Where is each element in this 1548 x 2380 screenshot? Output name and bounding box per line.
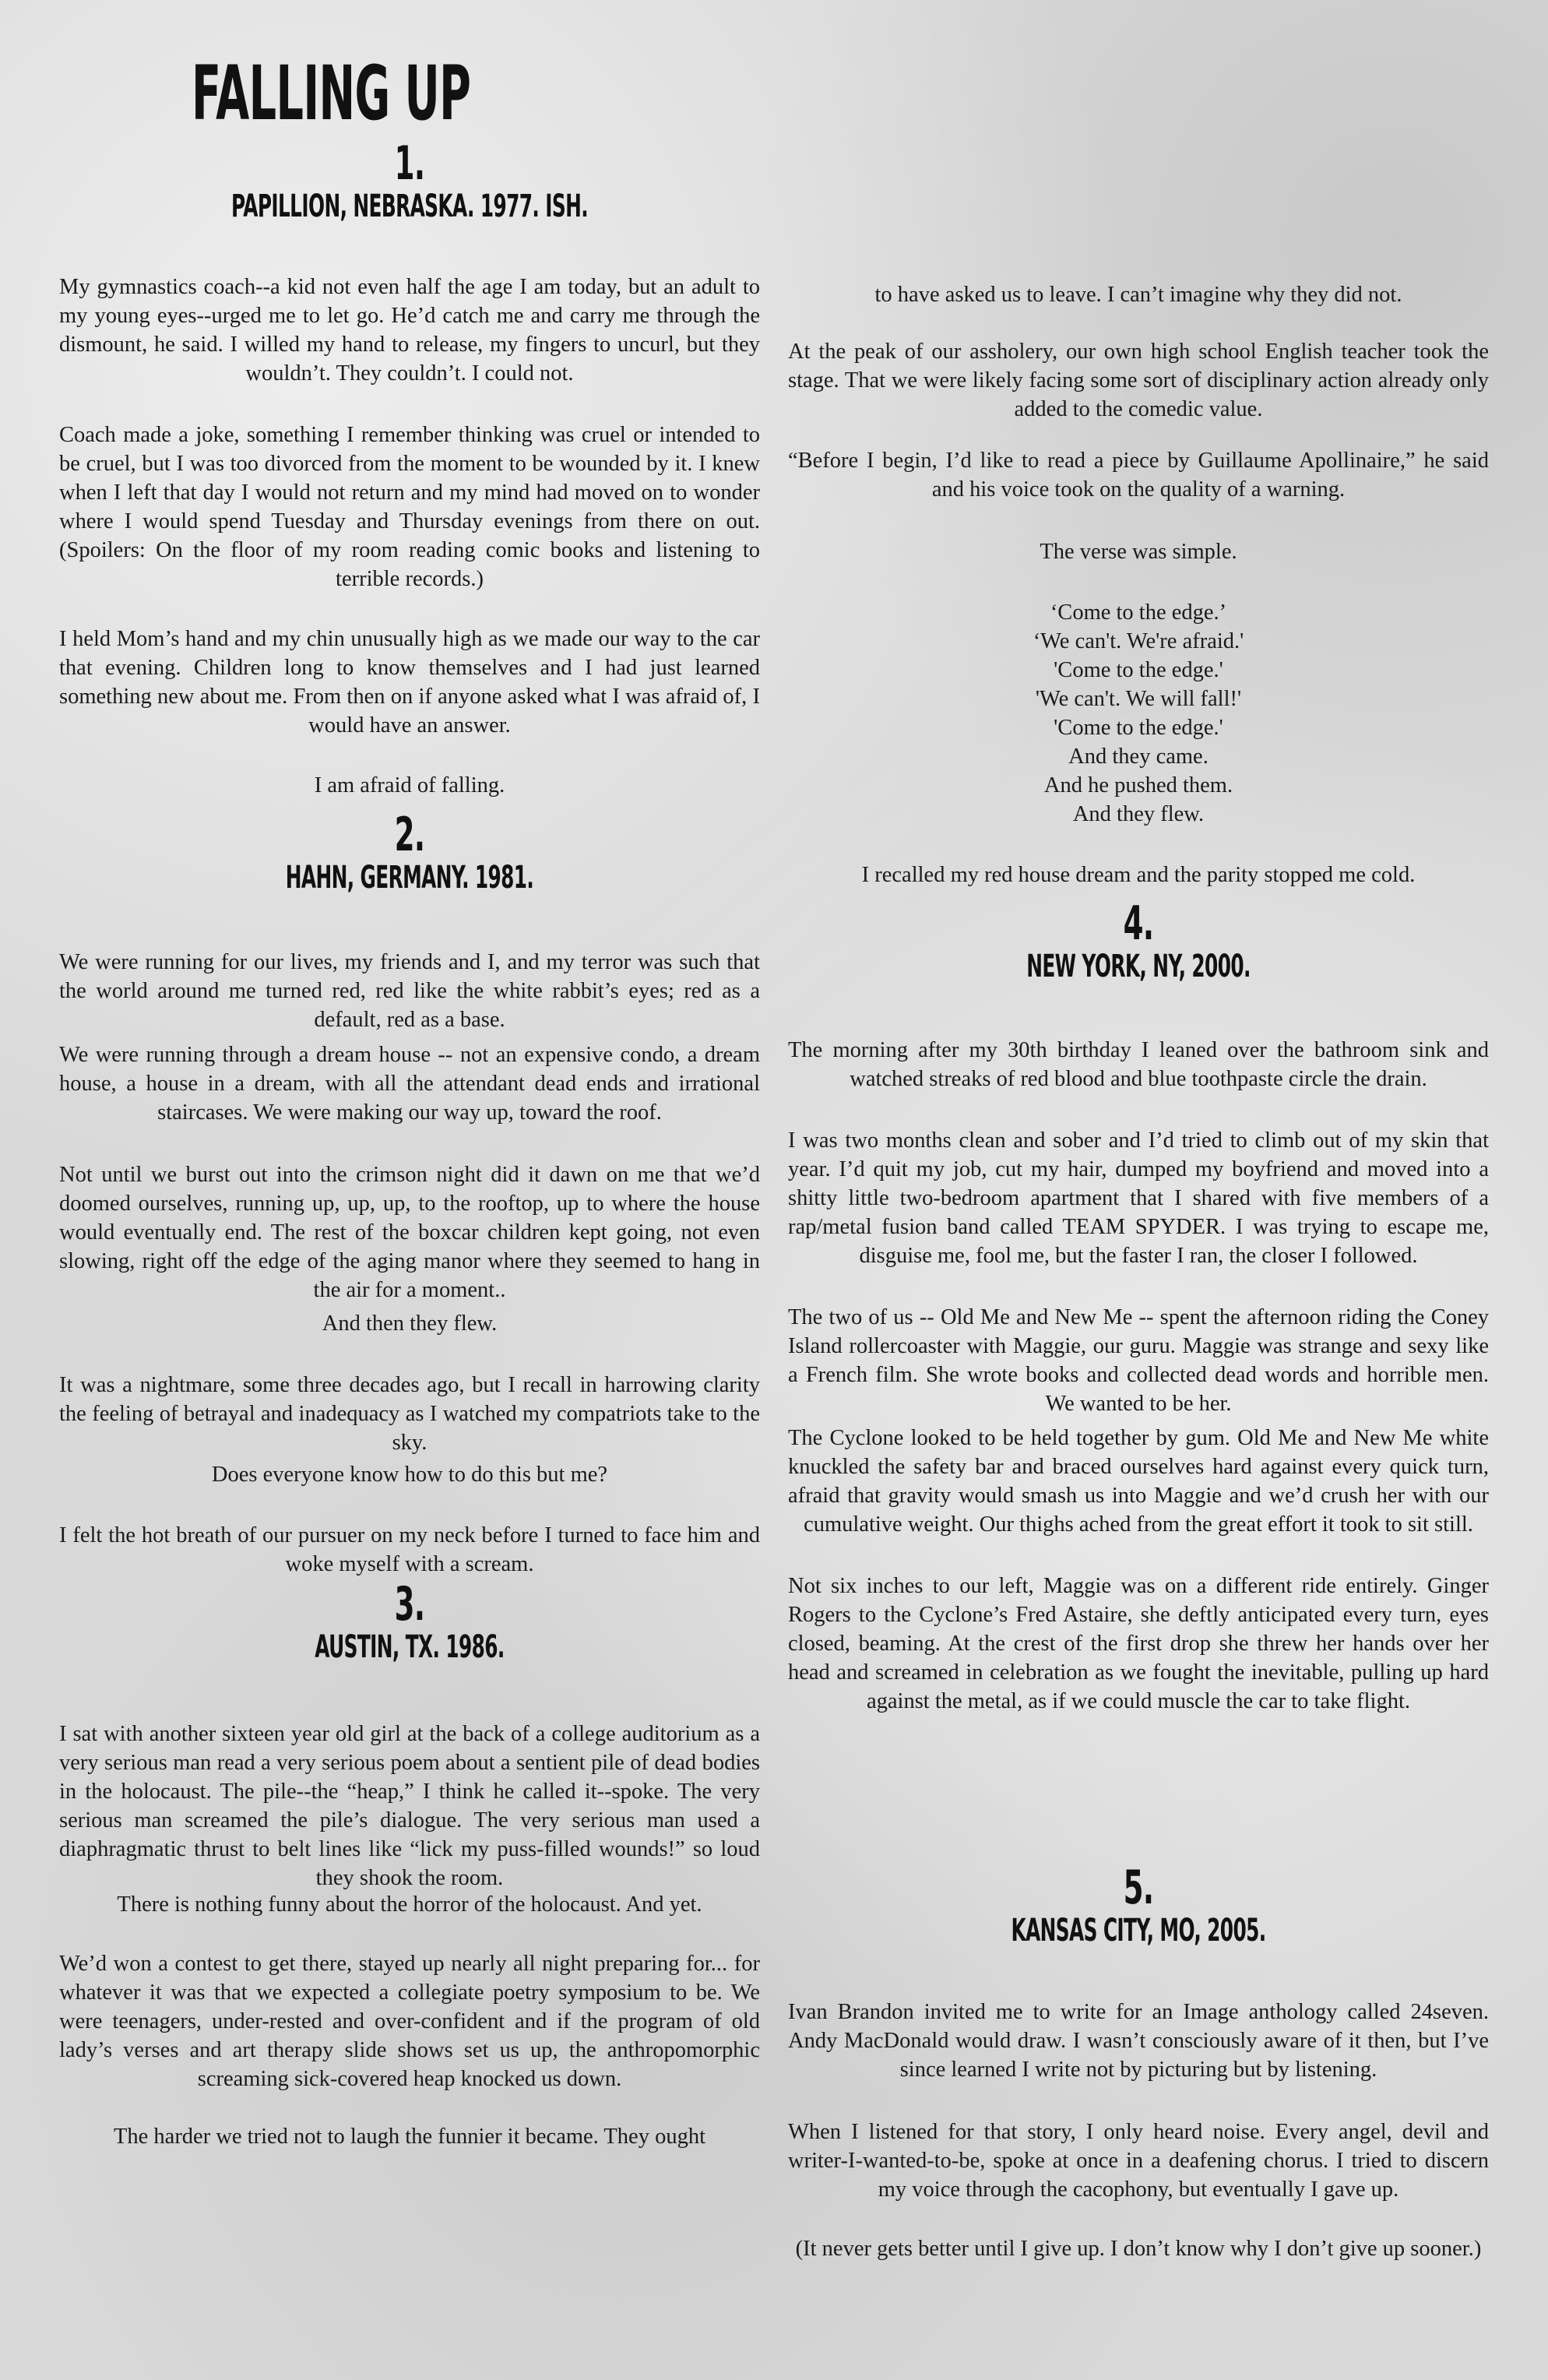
verse-line: 'Come to the edge.'	[1054, 716, 1223, 740]
paragraph: Does everyone know how to do this but me?	[211, 1463, 608, 1487]
section-place: KANSAS CITY, MO, 2005.	[1011, 1913, 1266, 1949]
verse-line: 'Come to the edge.'	[1054, 658, 1223, 682]
verse-line: 'We can't. We will fall!'	[1035, 687, 1242, 711]
section-place: PAPILLION, NEBRASKA. 1977. ISH.	[230, 188, 589, 224]
verse-line: And he pushed them.	[1043, 773, 1233, 797]
paragraph: We were running through a dream house -- not an expensive condo, a dream house, a house in a dream, with all the attendant dead ends and irrational staircases. We were making our way up, toward the roof.	[59, 1043, 760, 1125]
paragraph: The verse was simple.	[1040, 540, 1237, 564]
verse-line: ‘We can't. We're afraid.'	[1033, 629, 1244, 653]
section-number: 3.	[394, 1577, 425, 1632]
paragraph: We’d won a contest to get there, stayed up nearly all night preparing for... for whatever it was that we expected a collegiate poetry symposium to be. We were teenagers, under-rested and over-confident and if the program of old lady’s verses and art therapy slide shows set us up, the anthropomorphic screaming sick-covered heap knocked us down.	[59, 1952, 760, 2091]
section-number: 5.	[1123, 1861, 1154, 1915]
paragraph: Not until we burst out into the crimson night did it dawn on me that we’d doomed ourselves, running up, up, up, to the rooftop, up to where the house would eventually end. The rest of the boxcar children kept going, not even slowing, right off the edge of the aging manor where they seemed to hang in the air for a moment..	[59, 1163, 760, 1302]
section-heading-3	[59, 1579, 760, 1665]
paragraph: I held Mom’s hand and my chin unusually high as we made our way to the car that evening. Children long to know themselves and I had just learned something new about me. From then on if anyone asked what I was afraid of, I would have an answer.	[59, 627, 760, 738]
section-number: 2.	[394, 808, 425, 862]
section-heading-4	[788, 896, 1489, 984]
paragraph: We were running for our lives, my friends and I, and my terror was such that the world around me turned red, red like the white rabbit’s eyes; red as a default, red as a base.	[59, 950, 760, 1032]
paragraph: The morning after my 30th birthday I leaned over the bathroom sink and watched streaks of red blood and blue toothpaste circle the drain.	[788, 1038, 1489, 1091]
verse-line: And they came.	[1068, 745, 1208, 769]
section-heading-2	[59, 810, 760, 896]
paragraph: Ivan Brandon invited me to write for an Image anthology called 24seven. Andy MacDonald would draw. I wasn’t consciously aware of it then, but I’ve since learned I write not by picturing but by listening.	[788, 2000, 1489, 2082]
verse-line: And they flew.	[1072, 802, 1205, 826]
paragraph: And then they flew.	[322, 1311, 498, 1336]
paragraph: The harder we tried not to laugh the funnier it became. They ought	[113, 2125, 705, 2149]
verse-line: ‘Come to the edge.’	[1050, 600, 1227, 625]
paragraph: I recalled my red house dream and the parity stopped me cold.	[861, 863, 1416, 887]
paragraph: I sat with another sixteen year old girl at the back of a college auditorium as a very serious man read a very serious poem about a sentient pile of dead bodies in the holocaust. The pile--the “heap,” I think he called it--spoke. The very serious man screamed the pile’s dialogue. The very serious man used a diaphragmatic thrust to belt lines like “lick my puss-filled wounds!” so loud they shook the room.	[59, 1722, 760, 1890]
paragraph: My gymnastics coach--a kid not even half the age I am today, but an adult to my young eyes--urged me to let go. He’d catch me and carry me through the dismount, he said. I willed my hand to release, my fingers to uncurl, but they wouldn’t. They couldn’t. I could not.	[59, 275, 760, 386]
section-place: HAHN, GERMANY. 1981.	[285, 860, 534, 896]
paragraph: I am afraid of falling.	[314, 773, 505, 797]
paragraph: Not six inches to our left, Maggie was on a different ride entirely. Ginger Rogers to the Cyclone’s Fred Astaire, she deftly anticipated every turn, eyes closed, beaming. At the crest of the first drop she threw her hands over her head and screamed in celebration as we fought the inevitable, pulling up hard against the metal, as if we could muscle the car to take flight.	[788, 1574, 1489, 1713]
paragraph: The two of us -- Old Me and New Me -- spent the afternoon riding the Coney Island rollercoaster with Maggie, our guru. Maggie was strange and sexy like a French film. She wrote books and collected dead words and horrible men. We wanted to be her.	[788, 1305, 1489, 1416]
paragraph: I was two months clean and sober and I’d tried to climb out of my skin that year. I’d quit my job, cut my hair, dumped my boyfriend and moved into a shitty little two-bedroom apartment that I shared with five members of a rap/metal fusion band called TEAM SPYDER. I was trying to escape me, disguise me, fool me, but the faster I ran, the closer I followed.	[788, 1128, 1489, 1268]
section-place: NEW YORK, NY, 2000.	[1026, 949, 1251, 984]
page-title: FALLING UP	[192, 50, 471, 137]
paragraph: I felt the hot breath of our pursuer on my neck before I turned to face him and woke myself with a scream.	[59, 1523, 760, 1576]
section-place: AUSTIN, TX. 1986.	[315, 1629, 505, 1665]
paragraph: When I listened for that story, I only heard noise. Every angel, devil and writer-I-wanted-to-be, spoke at once in a deafening chorus. I tried to discern my voice through the cacophony, but eventually I gave up.	[788, 2120, 1489, 2202]
section-number: 1.	[394, 136, 425, 191]
paragraph: At the peak of our assholery, our own high school English teacher took the stage. That we were likely facing some sort of disciplinary action already only added to the comedic value.	[788, 340, 1489, 421]
paragraph: The Cyclone looked to be held together by gum. Old Me and New Me white knuckled the safety bar and braced ourselves hard against every quick turn, afraid that gravity would smash us into Maggie and we’d crush her with our cumulative weight. Our thighs ached from the great effort it took to sit still.	[788, 1426, 1489, 1537]
paragraph: There is nothing funny about the horror of the holocaust. And yet.	[117, 1892, 702, 1917]
paragraph: “Before I begin, I’d like to read a piece by Guillaume Apollinaire,” he said and his voice took on the quality of a warning.	[788, 449, 1489, 502]
paragraph: It was a nightmare, some three decades ago, but I recall in harrowing clarity the feeling of betrayal and inadequacy as I watched my compatriots take to the sky.	[59, 1373, 760, 1455]
section-heading-5	[788, 1863, 1489, 1949]
section-number: 4.	[1123, 896, 1154, 951]
paragraph: (It never gets better until I give up. I don’t know why I don’t give up sooner.)	[795, 2237, 1482, 2261]
section-heading-1	[59, 136, 760, 224]
paragraph: to have asked us to leave. I can’t imagine why they did not.	[874, 283, 1402, 307]
paragraph: Coach made a joke, something I remember thinking was cruel or intended to be cruel, but I was too divorced from the moment to be wounded by it. I knew when I left that day I would not return and my mind had moved on to wonder where I would spend Tuesday and Thursday evenings from there on out. (Spoilers: On the floor of my room reading comic books and listening to terrible records.)	[59, 423, 760, 591]
